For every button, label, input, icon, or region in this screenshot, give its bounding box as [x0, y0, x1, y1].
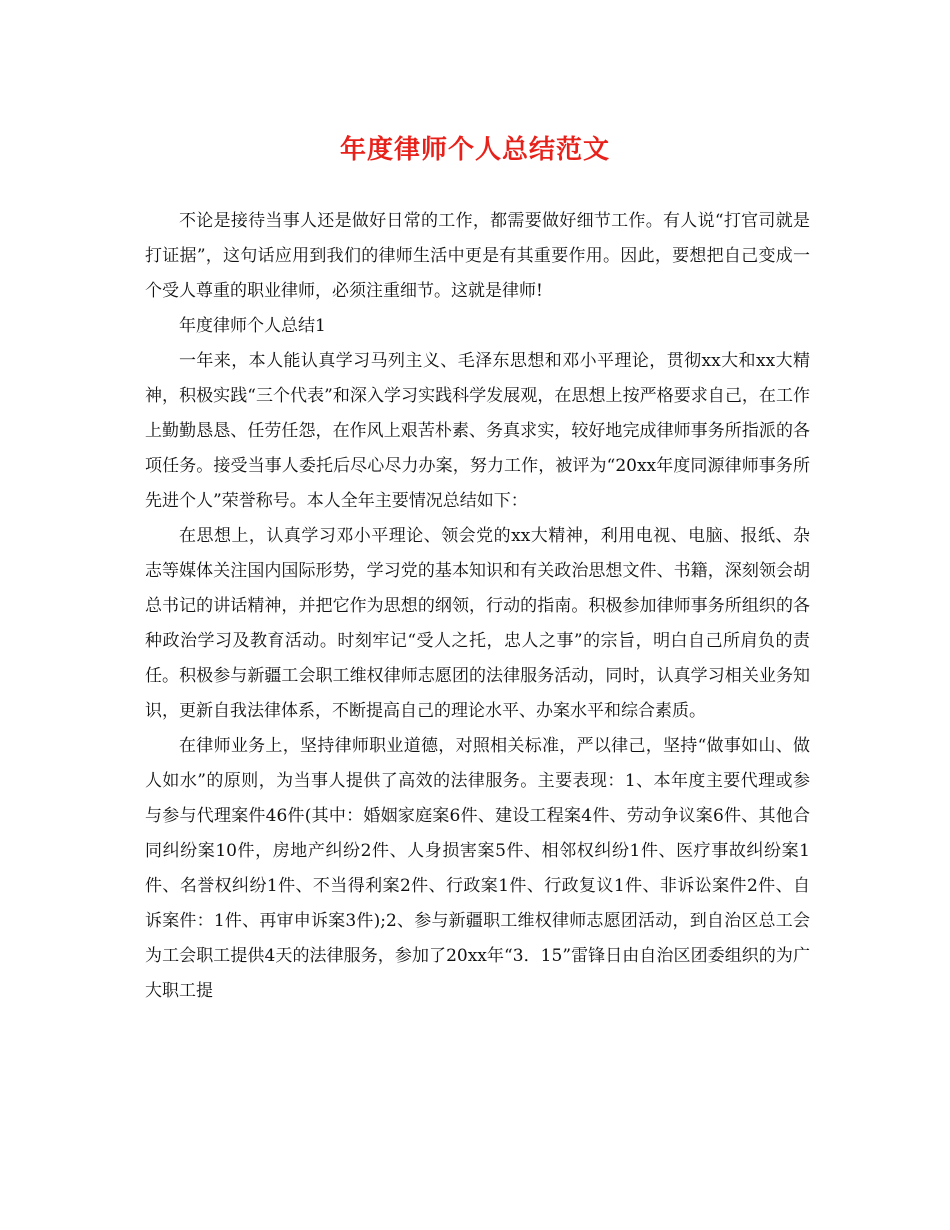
document-title: 年度律师个人总结范文	[339, 135, 610, 165]
business-paragraph: 在律师业务上，坚持律师职业道德，对照相关标准，严以律己，坚持“做事如山、做人如水”的原则，为当事人提供了高效的法律服务。主要表现：1、本年度主要代理或参与参与代理案件46件(其中：婚姻家庭案6件、建设工程案4件、劳动争议案6件、其他合同纠纷案10件，房地产纠纷2件、人身损害案5件、相邻权纠纷1件、医疗事故纠纷案1件、名誉权纠纷1件、不当得利案2件、行政案1件、行政复议1件、非诉讼案件2件、自诉案件：1件、再审申诉案3件);2、参与新疆职工维权律师志愿团活动，到自治区总工会为工会职工提供4天的法律服务，参加了20xx年“3．15”雷锋日由自治区团委组织的为广大职工提	[145, 736, 810, 1001]
intro-paragraph: 不论是接待当事人还是做好日常的工作，都需要做好细节工作。有人说“打官司就是打证据”，这句话应用到我们的律师生活中更是有其重要作用。因此，要想把自己变成一个受人尊重的职业律师，必须注重细节。这就是律师!	[145, 211, 810, 301]
overview-paragraph: 一年来，本人能认真学习马列主义、毛泽东思想和邓小平理论，贯彻xx大和xx大精神，积极实践“三个代表”和深入学习实践科学发展观，在思想上按严格要求自己，在工作上勤勤恳恳、任劳任怨，在作风上艰苦朴素、务真求实，较好地完成律师事务所指派的各项任务。接受当事人委托后尽心尽力办案，努力工作，被评为“20xx年度同源律师事务所先进个人”荣誉称号。本人全年主要情况总结如下：	[145, 351, 810, 511]
ideology-paragraph: 在思想上，认真学习邓小平理论、领会党的xx大精神，利用电视、电脑、报纸、杂志等媒体关注国内国际形势，学习党的基本知识和有关政治思想文件、书籍，深刻领会胡总书记的讲话精神，并把它作为思想的纲领，行动的指南。积极参加律师事务所组织的各种政治学习及教育活动。时刻牢记“受人之托，忠人之事”的宗旨，明白自己所肩负的责任。积极参与新疆工会职工维权律师志愿团的法律服务活动，同时，认真学习相关业务知识，更新自我法律体系，不断提高自己的理论水平、办案水平和综合素质。	[145, 526, 810, 721]
document-body	[145, 204, 810, 1009]
section-heading: 年度律师个人总结1	[179, 316, 326, 336]
